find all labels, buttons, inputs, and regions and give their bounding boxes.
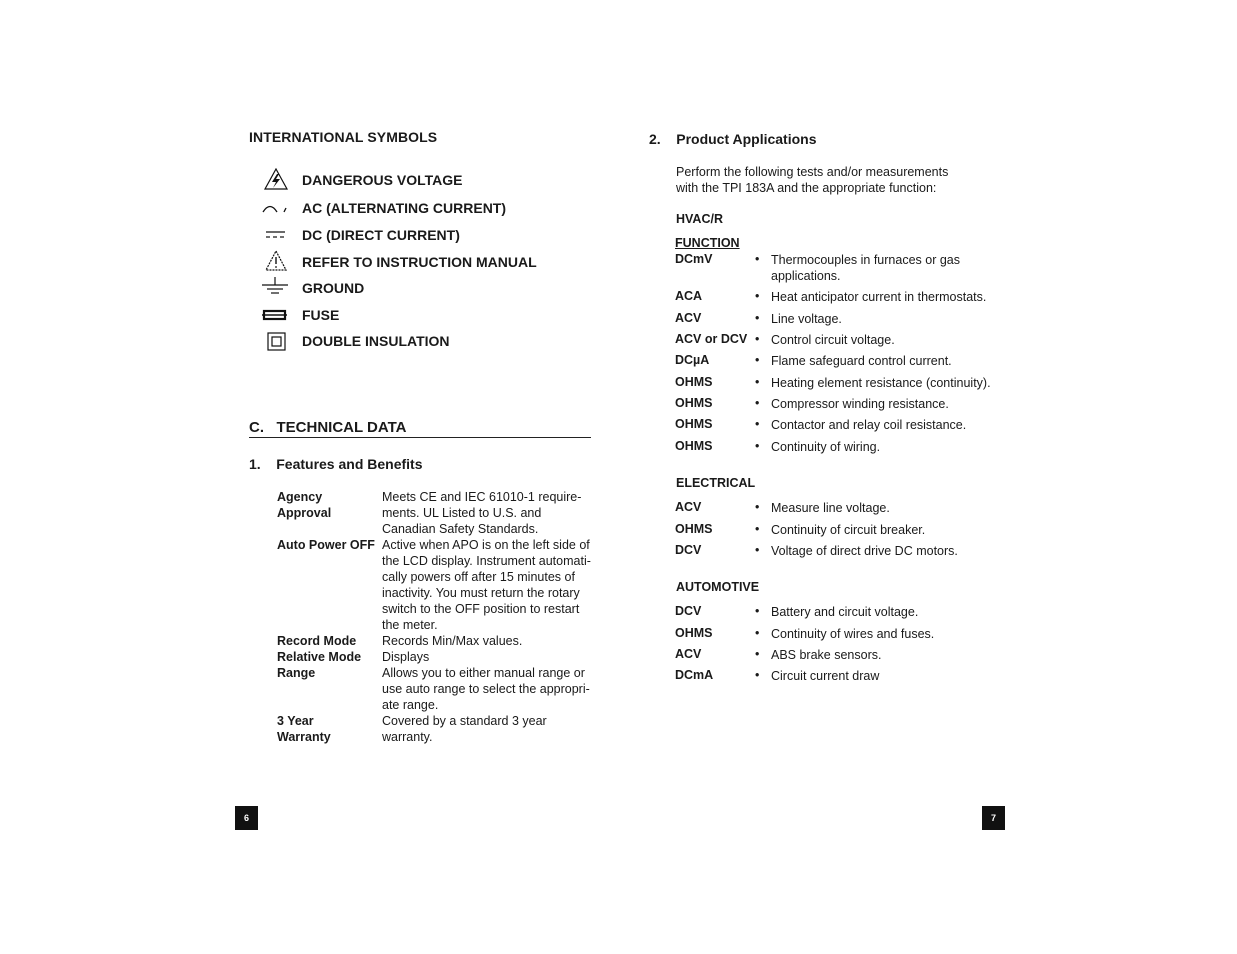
application-term: OHMS xyxy=(675,396,713,410)
bullet: • xyxy=(755,668,760,682)
bullet: • xyxy=(755,289,760,303)
page-number-right: 7 xyxy=(982,806,1005,830)
application-description: Circuit current draw xyxy=(771,669,880,683)
ground-icon xyxy=(260,276,290,300)
symbol-row xyxy=(260,329,590,353)
bullet: • xyxy=(755,353,760,367)
application-term: OHMS xyxy=(675,417,713,431)
application-description: Line voltage. xyxy=(771,312,842,326)
application-term: DCmA xyxy=(675,668,714,682)
application-description: Continuity of circuit breaker. xyxy=(771,523,926,537)
warning-triangle-icon xyxy=(260,250,290,274)
dc-line-icon xyxy=(260,223,290,247)
application-term: OHMS xyxy=(675,375,713,389)
application-term: OHMS xyxy=(675,439,713,453)
symbol-label: DOUBLE INSULATION xyxy=(302,333,450,349)
application-term: DCV xyxy=(675,604,702,618)
bullet: • xyxy=(755,396,760,410)
feature-definition: Records Min/Max values. xyxy=(382,634,523,648)
application-description: Continuity of wiring. xyxy=(771,440,881,454)
symbol-label: FUSE xyxy=(302,307,340,323)
application-term: ACV xyxy=(675,500,702,514)
ac-wave-icon xyxy=(260,196,290,220)
bullet: • xyxy=(755,375,760,389)
application-description: Compressor winding resistance. xyxy=(771,397,949,411)
application-term: DCmV xyxy=(675,252,713,266)
symbol-label: GROUND xyxy=(302,280,365,296)
application-term: DCµA xyxy=(675,353,710,367)
bullet: • xyxy=(755,647,760,661)
bullet: • xyxy=(755,311,760,325)
feature-definition: Active when APO is on the left side of the LCD display. Instrument automati-cally powers off after 15 minutes of inactivity. You must return the rotary switch to the OFF position to restart the meter. xyxy=(382,538,591,632)
application-term: OHMS xyxy=(675,522,713,536)
symbol-row xyxy=(260,168,590,192)
application-term: DCV xyxy=(675,543,702,557)
bullet: • xyxy=(755,439,760,453)
symbol-label: DANGEROUS VOLTAGE xyxy=(302,172,463,188)
bullet: • xyxy=(755,522,760,536)
heading-automotive: AUTOMOTIVE xyxy=(676,580,760,594)
heading-hvac: HVAC/R xyxy=(676,212,723,226)
feature-term: Record Mode xyxy=(277,634,357,648)
bullet: • xyxy=(755,417,760,431)
symbol-row xyxy=(260,276,590,300)
intro-paragraph: Perform the following tests and/or measurements with the TPI 183A and the appropriate function: xyxy=(676,165,949,195)
application-term: ACV xyxy=(675,311,702,325)
feature-definition: Covered by a standard 3 year warranty. xyxy=(382,714,547,744)
page-number-left: 6 xyxy=(235,806,258,830)
section-divider xyxy=(249,437,591,438)
feature-definition: Displays xyxy=(382,650,430,664)
application-term: ACA xyxy=(675,289,703,303)
symbols-title: INTERNATIONAL SYMBOLS xyxy=(249,129,438,145)
bullet: • xyxy=(755,252,760,266)
application-description: Battery and circuit voltage. xyxy=(771,605,919,619)
subsection-title-features: 1. Features and Benefits xyxy=(249,456,423,472)
application-description: Measure line voltage. xyxy=(771,501,890,515)
application-description: ABS brake sensors. xyxy=(771,648,882,662)
section-title-product-applications: 2. Product Applications xyxy=(649,131,817,147)
application-description: Heat anticipator current in thermostats. xyxy=(771,290,987,304)
application-description: Heating element resistance (continuity). xyxy=(771,376,991,390)
feature-definition: Allows you to either manual range or use auto range to select the appropri-ate range. xyxy=(382,666,590,712)
feature-term: Relative Mode xyxy=(277,650,362,664)
feature-term: Range xyxy=(277,666,316,680)
bullet: • xyxy=(755,626,760,640)
feature-term: Auto Power OFF xyxy=(277,538,375,552)
application-description: Flame safeguard control current. xyxy=(771,354,952,368)
heading-function: FUNCTION xyxy=(675,236,740,250)
application-description: Contactor and relay coil resistance. xyxy=(771,418,967,432)
bullet: • xyxy=(755,500,760,514)
application-description: Continuity of wires and fuses. xyxy=(771,627,935,641)
feature-term: 3 Year Warranty xyxy=(277,714,331,744)
feature-definition: Meets CE and IEC 61010-1 require-ments. UL Listed to U.S. and Canadian Safety Standards. xyxy=(382,490,582,536)
feature-term: Agency Approval xyxy=(277,490,332,520)
bullet: • xyxy=(755,604,760,618)
symbol-label: REFER TO INSTRUCTION MANUAL xyxy=(302,254,537,270)
symbol-row xyxy=(260,223,590,247)
dangerous-voltage-icon xyxy=(260,168,290,192)
symbol-label: AC (ALTERNATING CURRENT) xyxy=(302,200,507,216)
section-title-technical-data: C. TECHNICAL DATA xyxy=(249,419,407,436)
symbol-row xyxy=(260,250,590,274)
application-description: Thermocouples in furnaces or gas applications. xyxy=(771,253,960,283)
application-description: Control circuit voltage. xyxy=(771,333,895,347)
application-term: OHMS xyxy=(675,626,713,640)
application-term: ACV xyxy=(675,647,702,661)
application-description: Voltage of direct drive DC motors. xyxy=(771,544,958,558)
symbol-row xyxy=(260,196,590,220)
symbol-row xyxy=(260,303,590,327)
application-term: ACV or DCV xyxy=(675,332,748,346)
bullet: • xyxy=(755,332,760,346)
bullet: • xyxy=(755,543,760,557)
fuse-icon xyxy=(260,303,290,327)
heading-electrical: ELECTRICAL xyxy=(676,476,756,490)
symbol-label: DC (DIRECT CURRENT) xyxy=(302,227,460,243)
double-insulation-icon xyxy=(260,329,290,353)
